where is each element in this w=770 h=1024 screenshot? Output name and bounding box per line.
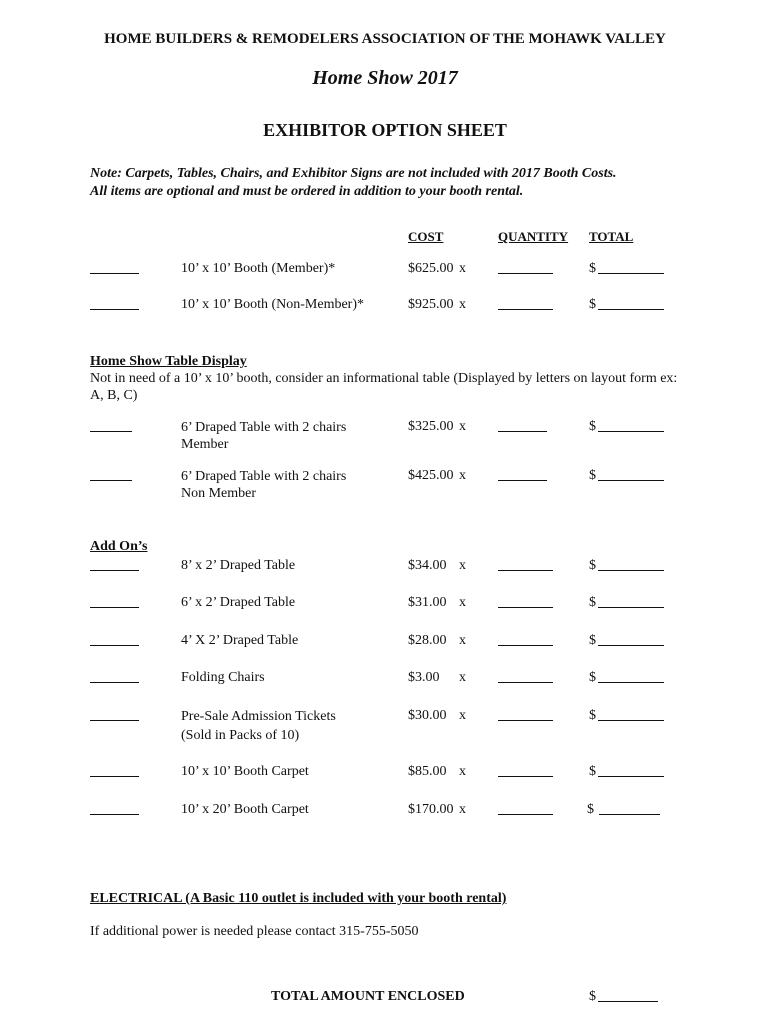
add-ons-title: Add On’s [90, 539, 148, 554]
item-sublabel: Member [181, 437, 229, 452]
dollar-sign: $ [587, 802, 594, 817]
item-label: 4’ X 2’ Draped Table [181, 633, 299, 648]
quantity-blank[interactable] [498, 558, 553, 571]
item-cost: $325.00 [408, 419, 454, 434]
note-line-1: Note: Carpets, Tables, Chairs, and Exhibitor Signs are not included with 2017 Booth Costs. [90, 166, 617, 181]
times-symbol: x [459, 802, 466, 817]
total-blank[interactable] [598, 419, 664, 432]
select-blank[interactable] [90, 468, 132, 481]
select-blank[interactable] [90, 558, 139, 571]
dollar-sign: $ [589, 764, 596, 779]
dollar-sign: $ [589, 989, 596, 1004]
total-blank[interactable] [598, 633, 664, 646]
times-symbol: x [459, 419, 466, 434]
dollar-sign: $ [589, 595, 596, 610]
quantity-blank[interactable] [498, 708, 553, 721]
total-blank[interactable] [598, 595, 664, 608]
quantity-blank[interactable] [498, 419, 547, 432]
item-label: Pre-Sale Admission Tickets [181, 709, 336, 724]
item-sublabel: (Sold in Packs of 10) [181, 728, 300, 743]
quantity-blank[interactable] [498, 802, 553, 815]
table-display-title: Home Show Table Display [90, 354, 247, 369]
column-header-total: TOTAL [589, 229, 634, 244]
total-blank[interactable] [598, 670, 664, 683]
quantity-blank[interactable] [498, 595, 553, 608]
item-cost: $34.00 [408, 558, 447, 573]
item-cost: $3.00 [408, 670, 440, 685]
dollar-sign: $ [589, 670, 596, 685]
times-symbol: x [459, 708, 466, 723]
dollar-sign: $ [589, 468, 596, 483]
item-cost: $31.00 [408, 595, 447, 610]
item-cost: $30.00 [408, 708, 447, 723]
organization-title: HOME BUILDERS & REMODELERS ASSOCIATION OF THE MOHAWK VALLEY [104, 31, 666, 47]
column-header-quantity: QUANTITY [498, 229, 569, 244]
item-cost: $425.00 [408, 468, 454, 483]
total-blank[interactable] [598, 708, 664, 721]
total-blank[interactable] [598, 261, 664, 274]
quantity-blank[interactable] [498, 261, 553, 274]
item-cost: $625.00 [408, 261, 454, 276]
times-symbol: x [459, 595, 466, 610]
item-label: 10’ x 10’ Booth Carpet [181, 764, 309, 779]
item-cost: $28.00 [408, 633, 447, 648]
select-blank[interactable] [90, 261, 139, 274]
item-label: 10’ x 20’ Booth Carpet [181, 802, 309, 817]
select-blank[interactable] [90, 708, 139, 721]
item-label: 8’ x 2’ Draped Table [181, 558, 296, 573]
dollar-sign: $ [589, 261, 596, 276]
item-cost: $925.00 [408, 297, 454, 312]
item-sublabel: Non Member [181, 486, 257, 501]
times-symbol: x [459, 558, 466, 573]
total-blank[interactable] [598, 764, 664, 777]
select-blank[interactable] [90, 595, 139, 608]
item-label: 10’ x 10’ Booth (Non-Member)* [181, 297, 364, 312]
note-line-2: All items are optional and must be ordered in addition to your booth rental. [90, 184, 524, 199]
item-cost: $85.00 [408, 764, 447, 779]
electrical-title: ELECTRICAL (A Basic 110 outlet is included with your booth rental) [90, 891, 507, 906]
quantity-blank[interactable] [498, 633, 553, 646]
note [90, 165, 690, 201]
column-header-cost: COST [408, 229, 444, 244]
select-blank[interactable] [90, 297, 139, 310]
item-label: Folding Chairs [181, 670, 265, 685]
quantity-blank[interactable] [498, 297, 553, 310]
show-title: Home Show 2017 [312, 67, 458, 89]
item-label: 6’ Draped Table with 2 chairs [181, 420, 347, 435]
times-symbol: x [459, 297, 466, 312]
times-symbol: x [459, 670, 466, 685]
select-blank[interactable] [90, 764, 139, 777]
times-symbol: x [459, 633, 466, 648]
total-amount-label: TOTAL AMOUNT ENCLOSED [271, 989, 465, 1004]
electrical-text: If additional power is needed please contact 315-755-5050 [90, 924, 419, 939]
dollar-sign: $ [589, 297, 596, 312]
sheet-title: EXHIBITOR OPTION SHEET [263, 120, 507, 140]
select-blank[interactable] [90, 670, 139, 683]
dollar-sign: $ [589, 419, 596, 434]
times-symbol: x [459, 261, 466, 276]
dollar-sign: $ [589, 633, 596, 648]
item-label: 10’ x 10’ Booth (Member)* [181, 261, 336, 276]
total-blank[interactable] [599, 802, 660, 815]
select-blank[interactable] [90, 419, 132, 432]
quantity-blank[interactable] [498, 670, 553, 683]
table-display-description: Not in need of a 10’ x 10’ booth, consider an informational table (Displayed by letters on layout form ex: A, B, C) [90, 371, 678, 403]
total-amount-blank[interactable] [598, 989, 658, 1002]
quantity-blank[interactable] [498, 764, 553, 777]
select-blank[interactable] [90, 802, 139, 815]
dollar-sign: $ [589, 708, 596, 723]
times-symbol: x [459, 764, 466, 779]
item-cost: $170.00 [408, 802, 454, 817]
total-blank[interactable] [598, 297, 664, 310]
item-label: 6’ x 2’ Draped Table [181, 595, 296, 610]
total-blank[interactable] [598, 558, 664, 571]
total-blank[interactable] [598, 468, 664, 481]
select-blank[interactable] [90, 633, 139, 646]
quantity-blank[interactable] [498, 468, 547, 481]
dollar-sign: $ [589, 558, 596, 573]
item-label: 6’ Draped Table with 2 chairs [181, 469, 347, 484]
times-symbol: x [459, 468, 466, 483]
